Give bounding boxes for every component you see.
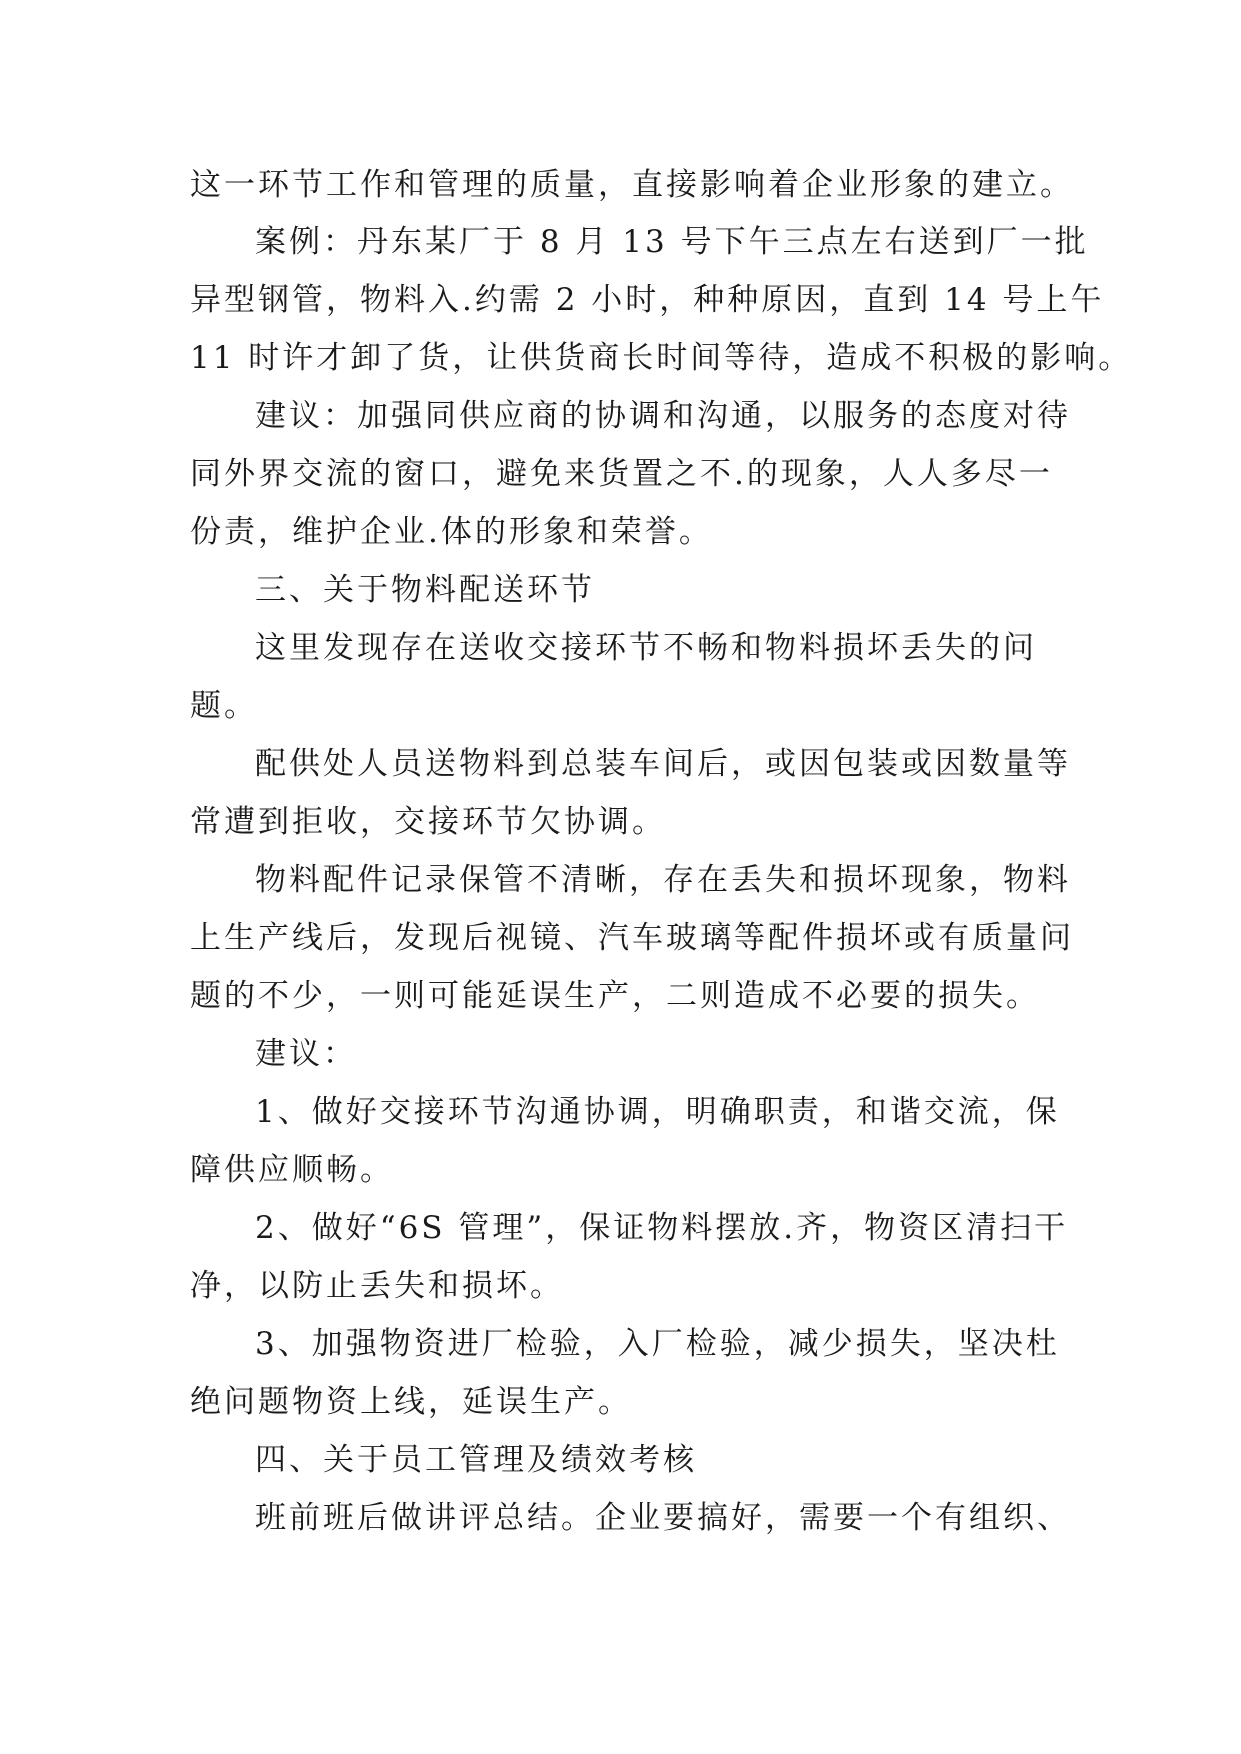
list-item: 1、做好交接环节沟通协调，明确职责，和谐交流，保 <box>255 1094 1060 1130</box>
text-line: 案例：丹东某厂于 8 月 13 号下午三点左右送到厂一批 <box>255 224 1089 260</box>
text-line: 绝问题物资上线，延误生产。 <box>190 1384 632 1420</box>
text-line: 11 时许才卸了货，让供货商长时间等待，造成不积极的影响。 <box>190 340 1133 376</box>
text-line: 配供处人员送物料到总装车间后，或因包装或因数量等 <box>255 746 1071 782</box>
text-line: 份责，维护企业.体的形象和荣誉。 <box>190 514 713 550</box>
text-line: 建议：加强同供应商的协调和沟通，以服务的态度对待 <box>255 398 1071 434</box>
text-line: 题的不少，一则可能延误生产，二则造成不必要的损失。 <box>190 978 1040 1014</box>
text-line: 障供应顺畅。 <box>190 1152 394 1188</box>
text-line: 这里发现存在送收交接环节不畅和物料损坏丢失的问 <box>255 630 1037 666</box>
text-line: 常遭到拒收，交接环节欠协调。 <box>190 804 666 840</box>
text-line: 班前班后做讲评总结。企业要搞好，需要一个有组织、 <box>255 1500 1071 1536</box>
text-line: 这一环节工作和管理的质量，直接影响着企业形象的建立。 <box>190 167 1074 203</box>
section-heading: 三、关于物料配送环节 <box>255 572 595 608</box>
text-line: 上生产线后，发现后视镜、汽车玻璃等配件损坏或有质量问 <box>190 920 1074 956</box>
text-line: 物料配件记录保管不清晰，存在丢失和损坏现象，物料 <box>255 862 1071 898</box>
list-item: 3、加强物资进厂检验，入厂检验，减少损失，坚决杜 <box>255 1326 1060 1362</box>
text-line: 异型钢管，物料入.约需 2 小时，种种原因，直到 14 号上午 <box>190 282 1105 318</box>
text-line: 建议： <box>255 1036 357 1072</box>
text-line: 同外界交流的窗口，避免来货置之不.的现象，人人多尽一 <box>190 456 1053 492</box>
list-item: 2、做好“6S 管理”，保证物料摆放.齐，物资区清扫干 <box>255 1210 1069 1246</box>
text-line: 题。 <box>190 688 258 724</box>
section-heading: 四、关于员工管理及绩效考核 <box>255 1442 697 1478</box>
text-line: 净，以防止丢失和损坏。 <box>190 1268 564 1304</box>
